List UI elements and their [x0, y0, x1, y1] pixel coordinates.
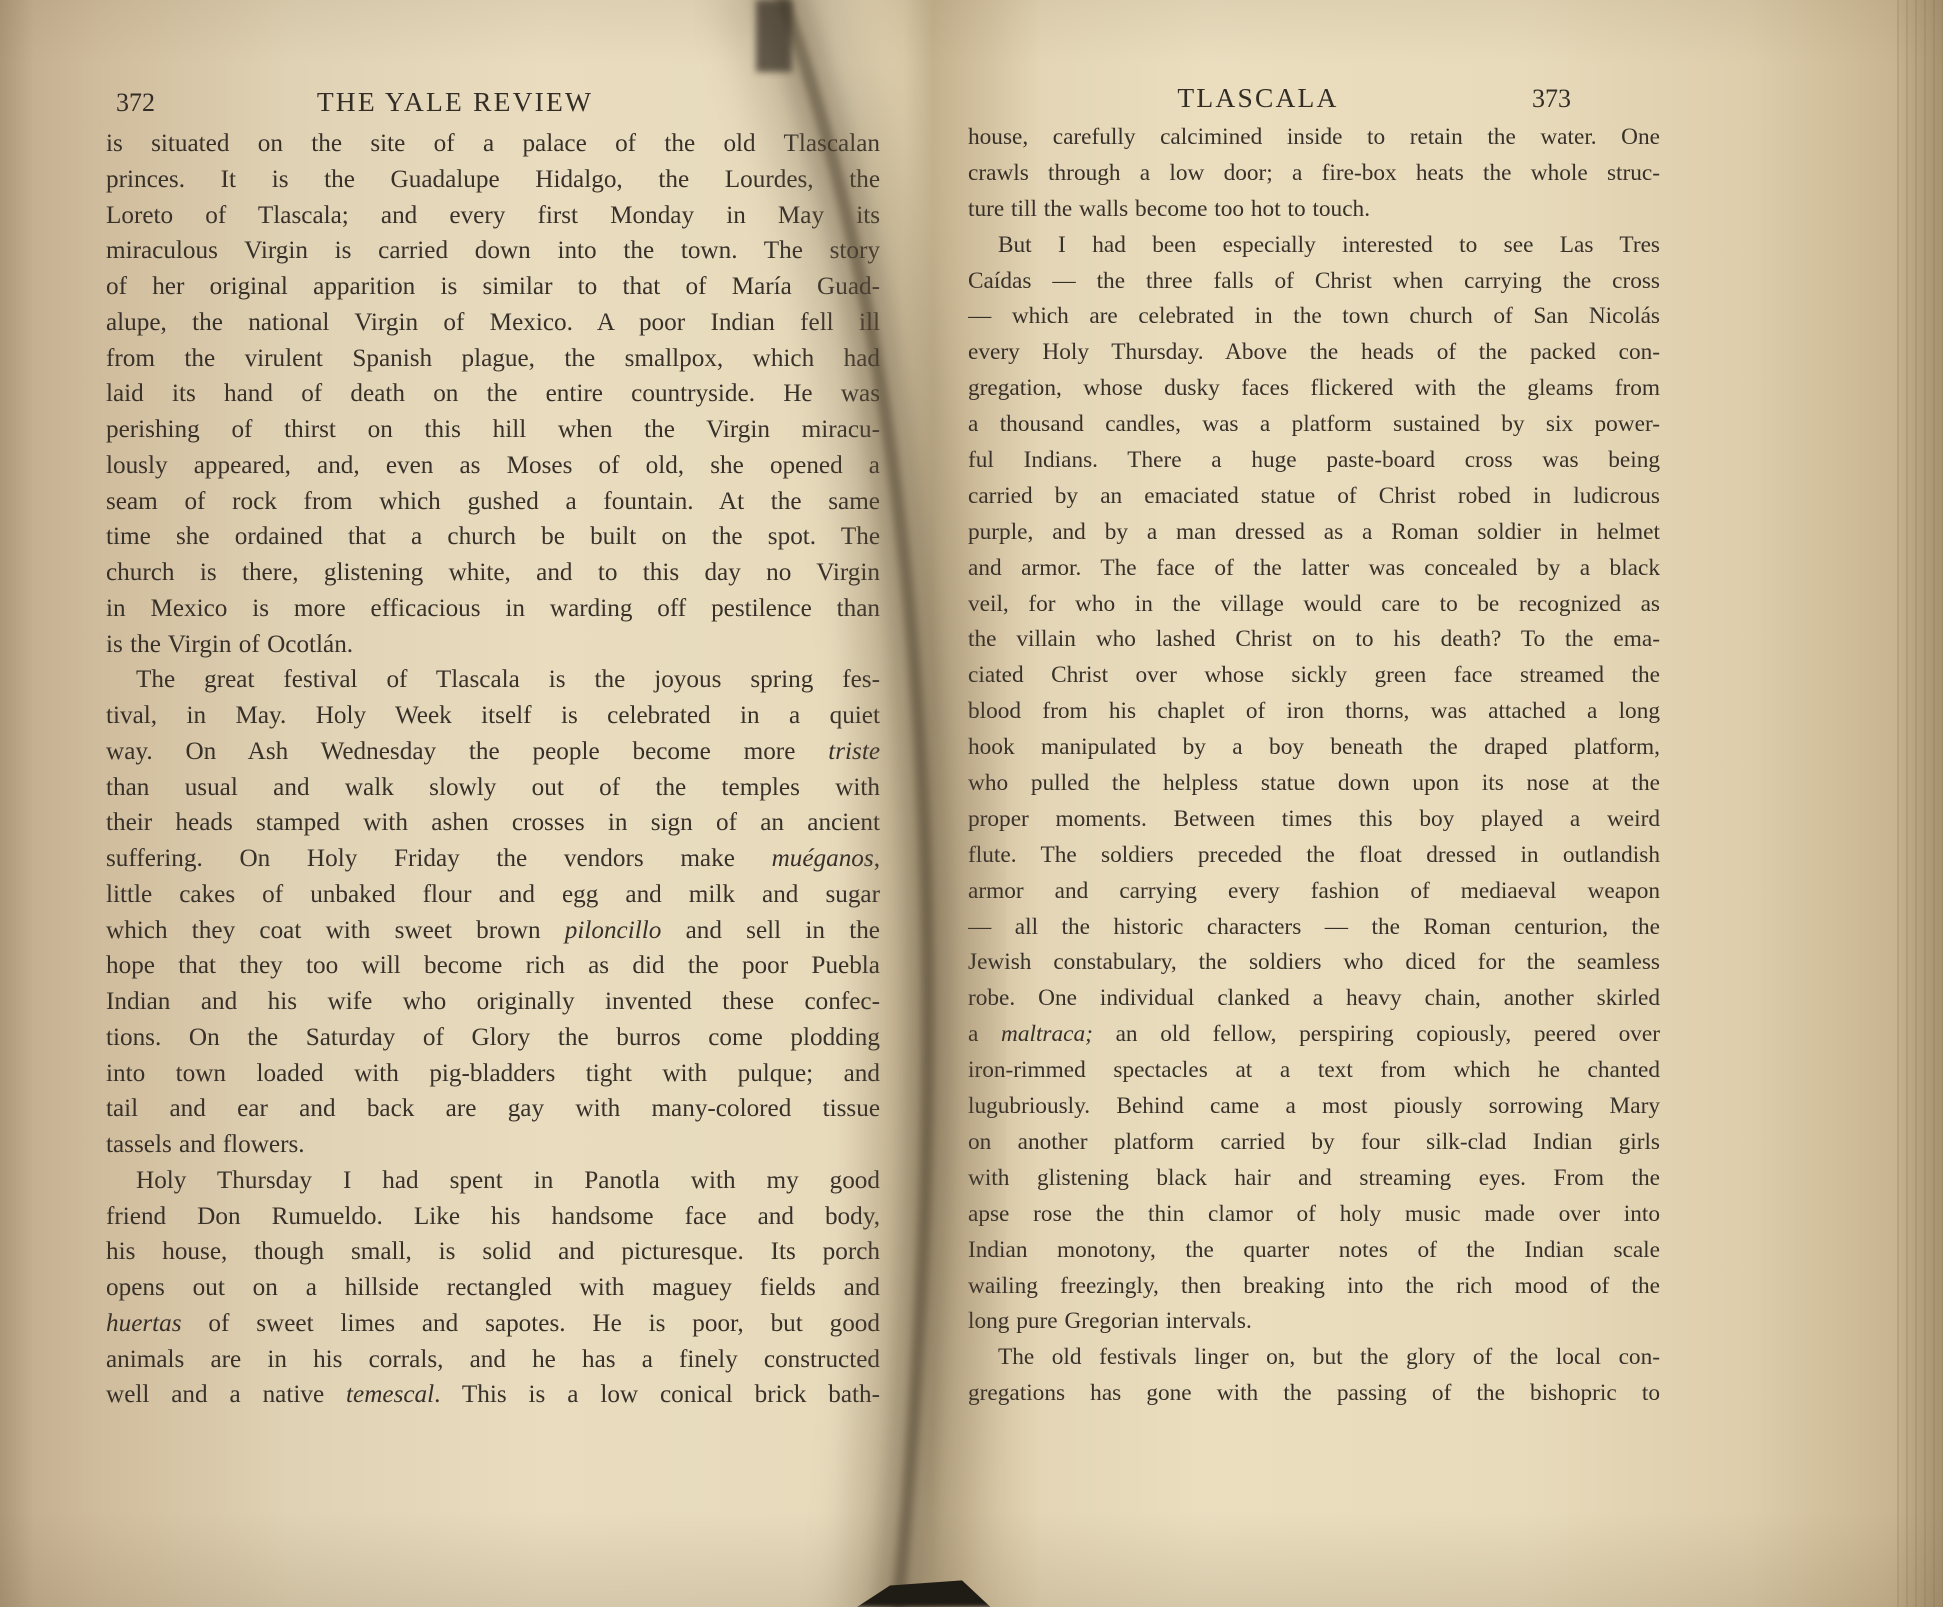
- text-line: house, carefully calcimined inside to retain the water. One: [968, 124, 1660, 150]
- text-line: opens out on a hillside rectangled with maguey fields and: [106, 1274, 880, 1301]
- text-line: is the Virgin of Ocotlán.: [106, 630, 354, 658]
- text-line: his house, though small, is solid and picturesque. Its porch: [106, 1238, 880, 1266]
- text-line: armor and carrying every fashion of mediaeval weapon: [968, 877, 1660, 904]
- text-line: in Mexico is more efficacious in warding off pestilence than: [106, 594, 880, 622]
- text-line: suffering. On Holy Friday the vendors make muéganos,: [106, 845, 880, 872]
- text-line: huertas of sweet limes and sapotes. He is poor, but good: [106, 1309, 880, 1337]
- text-line: laid its hand of death on the entire countryside. He was: [106, 380, 880, 408]
- text-line: The old festivals linger on, but the glory of the local con-: [998, 1344, 1660, 1371]
- text-line: the villain who lashed Christ on to his death? To the ema-: [968, 626, 1660, 653]
- text-line: than usual and walk slowly out of the temples with: [106, 773, 880, 801]
- text-line: seam of rock from which gushed a fountain. At the same: [106, 487, 880, 515]
- text-line: robe. One individual clanked a heavy chain, another skirled: [968, 985, 1660, 1012]
- text-line: gregation, whose dusky faces flickered with the gleams from: [968, 375, 1660, 402]
- text-line: — which are celebrated in the town church of San Nicolás: [968, 303, 1660, 330]
- text-line: Loreto of Tlascala; and every first Monday in May its: [106, 201, 880, 229]
- text-line: well and a native temescal. This is a low conical brick bath-: [106, 1381, 880, 1409]
- text-line: gregations has gone with the passing of the bishopric to: [968, 1380, 1660, 1407]
- text-line: iron-rimmed spectacles at a text from which he chanted: [968, 1057, 1660, 1084]
- text-line: lously appeared, and, even as Moses of old, she opened a: [106, 451, 880, 479]
- text-line: hope that they too will become rich as did the poor Puebla: [106, 952, 880, 980]
- text-line: wailing freezingly, then breaking into the rich mood of the: [968, 1272, 1660, 1299]
- text-line: a maltraca; an old fellow, perspiring copiously, peered over: [968, 1021, 1660, 1048]
- text-line: with glistening black hair and streaming eyes. From the: [968, 1164, 1660, 1191]
- text-line: little cakes of unbaked flour and egg and milk and sugar: [106, 880, 880, 908]
- text-line: animals are in his corrals, and he has a finely constructed: [106, 1345, 880, 1373]
- text-line: princes. It is the Guadalupe Hidalgo, the Lourdes, the: [106, 165, 880, 193]
- right-page-text: [968, 120, 1660, 1412]
- page-number-right: 373: [1532, 84, 1571, 113]
- text-line: purple, and by a man dressed as a Roman soldier in helmet: [968, 518, 1660, 545]
- text-line: hook manipulated by a boy beneath the draped platform,: [968, 734, 1660, 761]
- text-line: apse rose the thin clamor of holy music made over into: [968, 1200, 1660, 1227]
- text-line: tassels and flowers.: [106, 1131, 305, 1158]
- page-number-left: 372: [116, 88, 155, 117]
- text-line: is situated on the site of a palace of the old Tlascalan: [106, 130, 880, 157]
- text-line: church is there, glistening white, and to this day no Virgin: [106, 559, 880, 586]
- text-line: which they coat with sweet brown piloncillo and sell in the: [106, 916, 880, 944]
- text-line: proper moments. Between times this boy played a weird: [968, 805, 1660, 832]
- text-line: tions. On the Saturday of Glory the burros come plodding: [106, 1023, 880, 1051]
- text-line: — all the historic characters — the Roman centurion, the: [968, 913, 1660, 940]
- text-line: alupe, the national Virgin of Mexico. A poor Indian fell ill: [106, 308, 880, 336]
- page-edge-right: [1897, 0, 1943, 1607]
- text-line: carried by an emaciated statue of Christ robed in ludicrous: [968, 482, 1660, 509]
- text-line: from the virulent Spanish plague, the smallpox, which had: [106, 344, 880, 372]
- text-line: Jewish constabulary, the soldiers who diced for the seamless: [968, 949, 1660, 976]
- text-line: Indian and his wife who originally invented these confec-: [106, 988, 880, 1015]
- text-line: who pulled the helpless statue down upon its nose at the: [968, 770, 1660, 797]
- text-line: Caídas — the three falls of Christ when carrying the cross: [968, 267, 1660, 294]
- text-line: ful Indians. There a huge paste-board cross was being: [968, 447, 1660, 474]
- running-head-left: THE YALE REVIEW: [316, 86, 594, 117]
- text-line: ciated Christ over whose sickly green face streamed the: [968, 662, 1660, 689]
- text-line: way. On Ash Wednesday the people become more triste: [106, 737, 880, 765]
- text-line: friend Don Rumueldo. Like his handsome face and body,: [106, 1202, 880, 1230]
- text-line: miraculous Virgin is carried down into the town. The story: [106, 237, 880, 265]
- text-line: flute. The soldiers preceded the float dressed in outlandish: [968, 841, 1660, 868]
- text-line: a thousand candles, was a platform sustained by six power-: [968, 411, 1660, 438]
- text-line: of her original apparition is similar to that of María Guad-: [106, 273, 880, 300]
- text-line: long pure Gregorian intervals.: [968, 1308, 1252, 1335]
- text-line: Holy Thursday I had spent in Panotla with my good: [136, 1166, 880, 1194]
- text-line: and armor. The face of the latter was concealed by a black: [968, 554, 1660, 581]
- page-edge-left: [0, 0, 34, 1607]
- text-line: perishing of thirst on this hill when the Virgin miracu-: [106, 416, 880, 443]
- text-line: tival, in May. Holy Week itself is celebrated in a quiet: [106, 702, 880, 729]
- text-line: blood from his chaplet of iron thorns, was attached a long: [968, 698, 1660, 725]
- text-line: on another platform carried by four silk-clad Indian girls: [968, 1128, 1660, 1155]
- text-line: Indian monotony, the quarter notes of the Indian scale: [968, 1236, 1660, 1263]
- text-line: But I had been especially interested to see Las Tres: [998, 231, 1660, 258]
- text-line: tail and ear and back are gay with many-colored tissue: [106, 1095, 880, 1123]
- running-head-right: TLASCALA: [1177, 82, 1339, 113]
- text-line: every Holy Thursday. Above the heads of the packed con-: [968, 339, 1660, 366]
- text-line: veil, for who in the village would care to be recognized as: [968, 590, 1660, 617]
- text-line: crawls through a low door; a fire-box heats the whole struc-: [968, 159, 1660, 186]
- text-line: The great festival of Tlascala is the joyous spring fes-: [136, 666, 880, 694]
- text-line: lugubriously. Behind came a most piously sorrowing Mary: [968, 1093, 1660, 1120]
- text-line: their heads stamped with ashen crosses in sign of an ancient: [106, 809, 880, 837]
- text-line: ture till the walls become too hot to touch.: [968, 195, 1371, 222]
- text-line: into town loaded with pig-bladders tight with pulque; and: [106, 1059, 880, 1087]
- text-line: time she ordained that a church be built on the spot. The: [106, 523, 880, 551]
